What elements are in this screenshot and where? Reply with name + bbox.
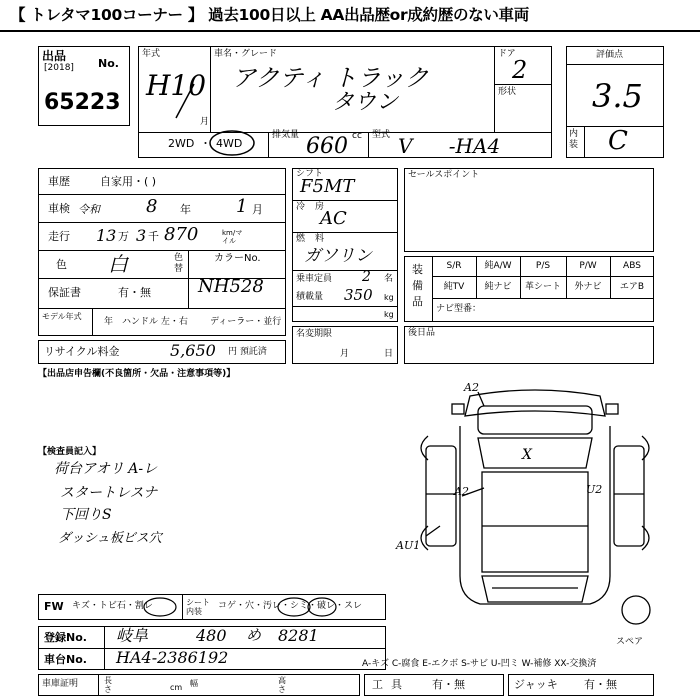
mileage-man-label: 万: [118, 230, 129, 243]
recycle-unit: 円 預託済: [228, 347, 267, 357]
inspection-year: 8: [146, 196, 158, 217]
load-label: 積載量: [296, 292, 324, 302]
warranty-label: 保証書: [48, 286, 81, 299]
displacement-unit: cc: [352, 131, 362, 141]
model-year-label: モデル年式: [42, 312, 82, 321]
model-year-nen: 年: [104, 317, 114, 327]
shape-label: 形状: [498, 87, 517, 97]
garage-label: 車庫証明: [42, 679, 79, 689]
sales-box: [404, 168, 654, 252]
reg-kana: め: [246, 626, 262, 644]
drive-4wd-circle: [208, 128, 258, 158]
name-label: 車名・グレード: [214, 49, 278, 59]
damage-mark-u2: U2: [586, 483, 603, 496]
equip-pw: P/W: [579, 261, 597, 271]
inspection-era: 令和: [78, 203, 100, 216]
color-value: 白: [108, 252, 128, 276]
handle-label: ハンドル 左・右: [122, 317, 188, 327]
inspection-nen: 年: [180, 203, 191, 216]
car-diagram: [400, 376, 670, 646]
mileage-man: 13: [96, 226, 117, 245]
month-label: 月: [200, 117, 210, 127]
seat-value: コゲ・穴・汚レ・シミ・破レ・スレ: [218, 601, 363, 611]
load-unit: kg: [384, 293, 394, 302]
fuel-value: ガソリン: [304, 246, 372, 266]
year-slash: [170, 82, 200, 122]
inspector-note-1: 荷台アオリ A-レ: [54, 461, 158, 477]
capacity-unit: 名: [384, 274, 394, 284]
jack-label: ジャッキ: [514, 678, 558, 691]
height-label: 高さ: [278, 676, 286, 694]
fuel-label: 燃料: [296, 234, 335, 244]
year-label: 年式: [142, 49, 161, 59]
spare-label: スペア: [616, 637, 644, 647]
equip-airbag: エアB: [619, 282, 645, 292]
drive-sep: ・: [200, 137, 211, 150]
name-change-label: 名変期限: [296, 329, 333, 339]
inspection-tsuki: 月: [252, 203, 263, 216]
damage-mark-au1: AU1: [396, 539, 421, 552]
delivery-label: 後日品: [408, 328, 436, 338]
mileage-label: 走行: [48, 230, 70, 243]
year-value: H10: [146, 69, 207, 102]
color-code-value: NH528: [198, 276, 264, 297]
damage-mark-a2-top: A2: [464, 381, 479, 394]
usage-value: 自家用・( ): [100, 175, 157, 188]
lot-number: 65223: [44, 90, 121, 115]
displacement-label: 排気量: [272, 130, 300, 140]
damage-legend: A-キズ C-腐食 E-エクボ S-サビ U-凹ミ W-補修 XX-交換済: [362, 659, 597, 669]
drive-2wd: 2WD: [168, 137, 195, 150]
equip-sr: S/R: [446, 261, 462, 271]
inspector-note-4: ダッシュ板ビス穴: [58, 531, 162, 546]
name-line2: タウン: [332, 90, 399, 115]
shift-value: F5MT: [300, 176, 355, 197]
shift-label: シフト: [296, 169, 324, 179]
footer-box: [38, 674, 360, 696]
reg-num: 8281: [278, 626, 319, 645]
tools-label: 工具: [372, 678, 410, 691]
page-title: 【 トレタマ100コーナー 】 過去100日以上 AA出品歴or成約歴のない車両: [10, 6, 529, 24]
delivery-box: [404, 326, 654, 364]
warranty-value: 有・無: [118, 286, 151, 299]
capacity-value: 2: [362, 269, 371, 285]
displacement-value: 660: [306, 134, 348, 159]
length-cm: cm: [170, 683, 183, 692]
color-label: 色: [56, 258, 67, 271]
fw-label: FW: [44, 600, 64, 613]
mileage-sen-label: 千: [148, 230, 159, 243]
tools-value: 有・無: [432, 678, 465, 691]
reg-area: 岐阜: [116, 626, 149, 645]
fw-value: キズ・トビ石・割レ: [72, 601, 153, 611]
model-label: 型式: [372, 130, 391, 140]
ac-label: 冷房: [296, 202, 335, 212]
model-value: V -HA4: [398, 134, 501, 158]
name-line1: アクティ トラック: [232, 64, 429, 92]
chassis-label: 車台No.: [44, 653, 87, 666]
condition-circles: [130, 594, 390, 620]
seller-notes-label: 【出品店申告欄(不良箇所・欠品・注意事項等)】: [38, 369, 236, 379]
jack-value: 有・無: [584, 678, 617, 691]
seat-label: シート内装: [186, 598, 210, 616]
width-label: 幅: [190, 679, 198, 688]
inspector-note-2: スタートレスナ: [60, 485, 158, 501]
mileage-rest: 870: [164, 224, 199, 245]
interior-label: 内装: [569, 129, 579, 150]
doors-value: 2: [512, 56, 528, 84]
reg-class: 480: [196, 626, 227, 645]
equipment-label: 装備品: [412, 263, 423, 308]
doors-label: ドア: [498, 49, 516, 59]
equip-ext-navi: 外ナビ: [574, 282, 602, 292]
inspection-month: 1: [236, 196, 248, 217]
recycle-label: リサイクル料金: [44, 345, 120, 358]
inspector-notes-label: 【検査員記入】: [38, 447, 102, 457]
navi-model-label: ナビ型番：: [436, 304, 482, 314]
lot-year-label: [2018]: [44, 63, 74, 73]
weight-unit: kg: [384, 310, 394, 319]
equip-leather: 革シート: [524, 282, 561, 292]
capacity-label: 乗車定員: [296, 274, 333, 284]
mileage-sen: 3: [136, 226, 147, 245]
usage-label: 車歴: [48, 175, 70, 188]
lot-no-label: No.: [98, 57, 119, 70]
interior-value: C: [608, 126, 628, 156]
name-change-day: 日: [384, 349, 394, 359]
drive-4wd: 4WD: [216, 137, 243, 150]
length-label: 長さ: [104, 676, 112, 694]
equip-tv: 純TV: [443, 282, 465, 292]
mileage-unit: km/マイル: [222, 229, 243, 245]
load-value: 350: [344, 286, 373, 304]
color-code-label: カラーNo.: [214, 253, 261, 264]
ac-value: AC: [320, 208, 347, 229]
header-divider: [0, 30, 700, 32]
score-value: 3.5: [592, 77, 643, 115]
damage-mark-x: X: [522, 447, 532, 463]
equip-navi: 純ナビ: [484, 282, 512, 292]
sales-points-label: セールスポイント: [408, 170, 480, 180]
inspector-note-3: 下回りS: [60, 507, 112, 523]
name-change-month: 月: [340, 349, 350, 359]
equip-abs: ABS: [623, 261, 641, 271]
equip-ps: P/S: [535, 261, 551, 271]
inspection-label: 車検: [48, 202, 70, 215]
dealer-label: ディーラー・並行: [210, 317, 282, 327]
color-change-label: 色替: [174, 253, 184, 274]
damage-mark-a2-bed: A2: [454, 485, 469, 498]
equip-aw: 純A/W: [484, 261, 512, 271]
reg-label: 登録No.: [44, 631, 87, 644]
lot-shuppin-label: 出品: [42, 49, 67, 63]
score-label: 評価点: [596, 50, 624, 60]
recycle-value: 5,650: [170, 341, 216, 360]
chassis-value: HA4-2386192: [116, 648, 229, 667]
